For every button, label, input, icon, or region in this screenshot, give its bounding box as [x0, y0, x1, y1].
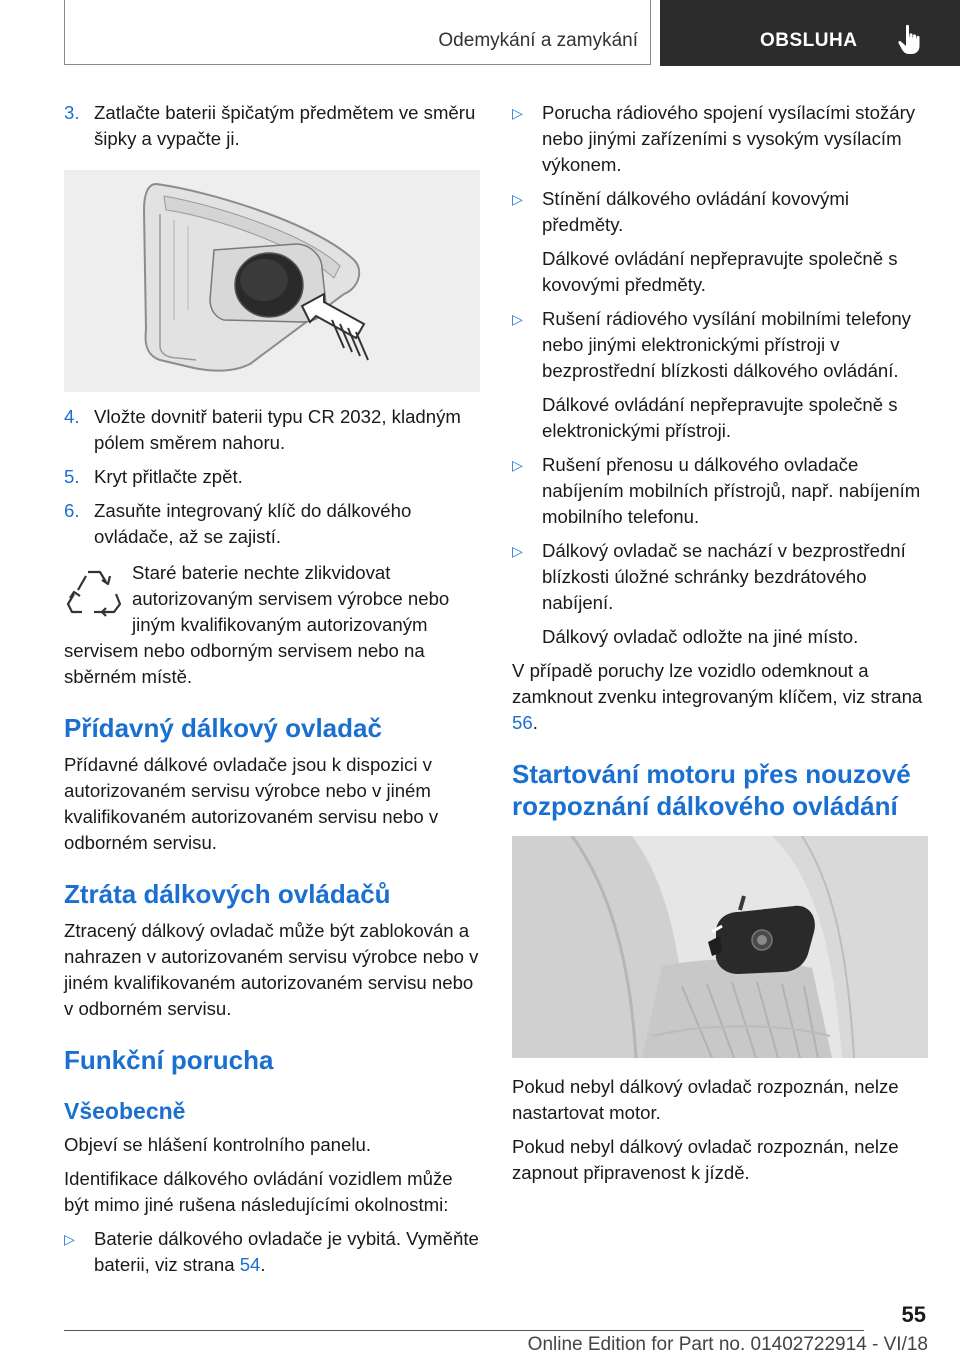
bullet-item: [64, 1226, 480, 1278]
paragraph: Pokud nebyl dálkový ovladač rozpoznán, nelze zapnout připravenost k jízdě.: [512, 1136, 899, 1183]
paragraph: Ztracený dálkový ovladač může být zablokován a nahrazen v autorizovaném servisu výrobce nebo v jiném kvalifikovaném autorizovaném servisu nebo v odborném servisu.: [64, 920, 479, 1019]
car-interior-drawing: [512, 836, 928, 1058]
triangle-bullet-icon: ▷: [512, 543, 523, 559]
left-column: [64, 100, 480, 1286]
paragraph-text: V případě poruchy lze vozidlo odemknout a zamknout zvenku integrovaným klíčem, viz strana: [512, 660, 923, 707]
right-column: [512, 100, 928, 1194]
header-rule-bottom: [64, 64, 650, 65]
step-number: 4.: [64, 406, 80, 427]
bullet-item: [512, 186, 928, 238]
section-heading-additional-remote: Přídavný dálkový ovladač: [64, 713, 382, 743]
paragraph: Pokud nebyl dálkový ovladač rozpoznán, nelze nastartovat motor.: [512, 1076, 899, 1123]
step-number: 5.: [64, 466, 80, 487]
bullet-item: [512, 538, 928, 616]
page-link[interactable]: 56: [512, 712, 533, 733]
hand-pointer-icon: [893, 22, 929, 58]
paragraph-end: .: [532, 712, 538, 733]
step-text: Kryt přitlačte zpět.: [94, 466, 243, 487]
bullet-text: Porucha rádiového spojení vysílacími stožáry nebo jinými zařízeními s vysokým vysílacím výkonem.: [542, 102, 916, 175]
section-heading-lost-remotes: Ztráta dálkových ovládačů: [64, 879, 391, 909]
step-text: Zasuňte integrovaný klíč do dálkového ovládače, až se zajistí.: [94, 500, 412, 547]
bullet-item: [512, 306, 928, 384]
triangle-bullet-icon: ▷: [512, 191, 523, 207]
bullet-text: Rušení rádiového vysílání mobilními telefony nebo jinými elektronickými přístroji v bezprostřední blízkosti dálkového ovládání.: [542, 308, 911, 381]
subsection-heading-general: Všeobecně: [64, 1098, 186, 1124]
section-heading-emergency-start: Startování motoru přes nouzové rozpoznání dálkového ovládání: [512, 759, 911, 821]
paragraph: Identifikace dálkového ovládání vozidlem může být mimo jiné rušena následujícími okolnostmi:: [64, 1168, 453, 1215]
triangle-bullet-icon: ▷: [512, 311, 523, 327]
triangle-bullet-icon: ▷: [64, 1231, 75, 1247]
car-interior-illustration: [512, 836, 928, 1058]
step-text: Vložte dovnitř baterii typu CR 2032, kladným pólem směrem nahoru.: [94, 406, 461, 453]
step-4: [64, 404, 480, 456]
chapter-title: Odemykání a zamykání: [438, 30, 638, 51]
bullet-end: .: [260, 1254, 266, 1275]
bullet-text: Stínění dálkového ovládání kovovými předměty.: [542, 188, 849, 235]
paragraph: [512, 658, 928, 736]
bullet-item: [512, 100, 928, 178]
bullet-text: Rušení přenosu u dálkového ovladače nabíjením mobilních přístrojů, např. nabíjením mobilního telefonu.: [542, 454, 921, 527]
bullet-text: Baterie dálkového ovladače je vybitá. Vyměňte baterii, viz strana: [94, 1228, 479, 1275]
bullet-subtext: Dálkové ovládání nepřepravujte společně s elektronickými přístroji.: [542, 394, 898, 441]
header-rule-right: [650, 0, 651, 65]
bullet-subtext: Dálkové ovládání nepřepravujte společně s kovovými předměty.: [542, 248, 898, 295]
recycling-note: [64, 560, 480, 690]
paragraph: Přídavné dálkové ovladače jsou k dispozici v autorizovaném servisu výrobce nebo v jiném kvalifikovaném autorizovaném servisu nebo v odborném servisu.: [64, 754, 439, 853]
header-rule-left: [64, 0, 65, 64]
triangle-bullet-icon: ▷: [512, 457, 523, 473]
section-heading-malfunction: Funkční porucha: [64, 1045, 274, 1075]
step-6: [64, 498, 480, 550]
bullet-text: Dálkový ovladač se nachází v bezprostřední blízkosti úložné schránky bezdrátového nabíjení.: [542, 540, 906, 613]
key-battery-drawing: [64, 170, 480, 392]
note-text: Staré baterie nechte zlikvidovat autorizovaným servisem výrobce nebo jiným kvalifikovaným autorizovaným servisem nebo odborným servisem nebo na sběrném místě.: [64, 562, 450, 687]
step-text: Zatlačte baterii špičatým předmětem ve směru šipky a vypačte ji.: [94, 102, 476, 149]
edition-info: Online Edition for Part no. 01402722914 - VI/18: [527, 1334, 928, 1355]
triangle-bullet-icon: ▷: [512, 105, 523, 121]
step-number: 6.: [64, 500, 80, 521]
step-5: [64, 464, 480, 490]
page-link[interactable]: 54: [239, 1254, 261, 1275]
step-3: [64, 100, 480, 152]
page-number: 55: [901, 1302, 926, 1327]
recycle-icon: [64, 564, 124, 620]
section-tab[interactable]: [660, 0, 960, 66]
paragraph: Objeví se hlášení kontrolního panelu.: [64, 1134, 371, 1155]
bullet-item: [512, 452, 928, 530]
key-battery-illustration: [64, 170, 480, 392]
bullet-subtext: Dálkový ovladač odložte na jiné místo.: [542, 626, 859, 647]
section-tab-label: OBSLUHA: [760, 30, 858, 51]
step-number: 3.: [64, 102, 80, 123]
footer-rule: [64, 1330, 864, 1331]
